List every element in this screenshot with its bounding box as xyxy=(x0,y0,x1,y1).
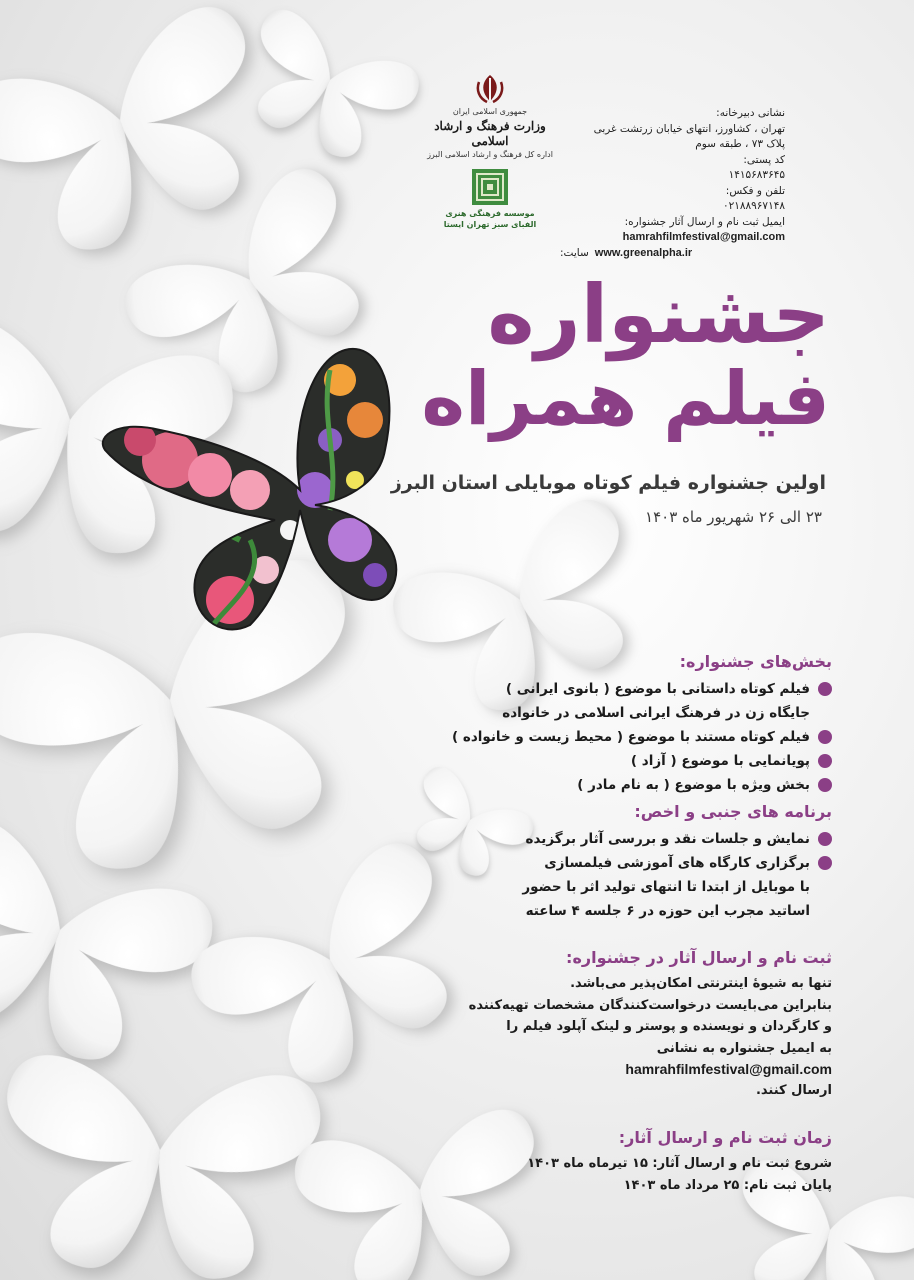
side-programs-extra-1: با موبایل از ابتدا تا انتهای تولید اثر با حضور xyxy=(522,879,810,895)
festival-dates: ۲۳ الی ۲۶ شهریور ماه ۱۴۰۳ xyxy=(645,508,822,526)
institute-subname: الفبای سبز تهران ایستا xyxy=(443,220,537,229)
side-programs-title: برنامه های جنبی و اخص: xyxy=(634,802,832,821)
schedule-start: شروع ثبت نام و ارسال آثار: ۱۵ تیرماه ماه ۱۴۰۳ xyxy=(527,1156,832,1171)
bullet-icon xyxy=(818,682,832,696)
list-item: بخش ویژه با موضوع ( به نام مادر ) xyxy=(452,773,832,797)
registration-line-5: ارسال کنند. xyxy=(755,1083,832,1098)
header-logos xyxy=(420,72,560,230)
postal-label: کد پستی: xyxy=(743,153,785,166)
floral-butterfly-icon xyxy=(100,340,410,640)
country-name: جمهوری اسلامی ایران xyxy=(452,107,528,116)
list-item: پویانمایی با موضوع ( آزاد ) xyxy=(452,749,832,773)
registration-title: ثبت نام و ارسال آثار در جشنواره: xyxy=(566,948,832,967)
phone-number: ۰۲۱۸۸۹۶۷۱۴۸ xyxy=(722,200,785,212)
list-item: فیلم کوتاه مستند با موضوع ( محیط زیست و خانواده ) xyxy=(452,725,832,749)
site-label: سایت: xyxy=(560,246,589,259)
list-item: برگزاری کارگاه های آموزشی فیلمسازی xyxy=(522,851,832,875)
address-line-1: تهران ، کشاورز، انتهای خیابان زرتشت غربی xyxy=(593,122,785,135)
schedule xyxy=(527,1128,832,1196)
side-programs-extra-2: اساتید مجرب این حوزه در ۶ جلسه ۴ ساعته xyxy=(525,903,810,919)
festival-subtitle: اولین جشنواره فیلم کوتاه موبایلی استان البرز xyxy=(390,472,826,494)
contact-email[interactable]: hamrahfilmfestival@gmail.com xyxy=(622,231,785,243)
ministry-name: وزارت فرهنگ و ارشاد اسلامی xyxy=(434,119,546,148)
email-label: ایمیل ثبت نام و ارسال آثار جشنواره: xyxy=(624,215,785,228)
list-item: نمایش و جلسات نقد و بررسی آثار برگزیده xyxy=(522,827,832,851)
paper-butterfly xyxy=(179,831,497,1117)
registration-line-2: بنابراین می‌بایست درخواست‌کنندگان مشخصات تهیه‌کننده xyxy=(468,997,832,1013)
schedule-end: پایان ثبت نام: ۲۵ مرداد ماه ۱۴۰۳ xyxy=(623,1177,832,1193)
site-url[interactable]: www.greenalpha.ir xyxy=(594,246,693,259)
festival-sections-title: بخش‌های جشنواره: xyxy=(679,652,832,671)
address-label: نشانی دبیرخانه: xyxy=(716,107,785,119)
bullet-icon xyxy=(818,778,832,792)
bullet-icon xyxy=(818,730,832,744)
bullet-icon xyxy=(818,832,832,846)
registration xyxy=(469,948,832,1102)
address-line-2: پلاک ۷۳ ، طبقه سوم xyxy=(695,138,785,150)
paper-butterfly xyxy=(290,1105,556,1280)
registration-line-1: تنها به شیوهٔ اینترنتی امکان‌پذیر می‌باشد. xyxy=(570,976,832,991)
bullet-icon xyxy=(818,754,832,768)
list-item: فیلم کوتاه داستانی با موضوع ( بانوی ایرانی ) جایگاه زن در فرهنگ ایرانی اسلامی در خانواده xyxy=(452,677,832,725)
side-programs xyxy=(522,802,832,923)
postal-code: ۱۴۱۵۶۸۳۶۴۵ xyxy=(728,169,785,181)
ministry-department: اداره کل فرهنگ و ارشاد اسلامی البرز xyxy=(427,150,553,159)
iran-emblem-icon xyxy=(473,72,507,106)
festival-title-line2: فیلم همراه xyxy=(421,356,830,442)
registration-line-3: و کارگردان و نویسنده و پوستر و لینک آپلود فیلم را xyxy=(506,1019,832,1034)
festival-title-line1: جشنواره xyxy=(487,268,830,361)
paper-butterfly xyxy=(0,1052,324,1280)
registration-email[interactable]: hamrahfilmfestival@gmail.com xyxy=(625,1061,832,1077)
phone-label: تلفن و فکس: xyxy=(725,184,785,197)
contact-info xyxy=(560,106,785,261)
festival-sections-list xyxy=(452,677,832,797)
site-row xyxy=(560,246,785,262)
paper-butterfly xyxy=(0,0,295,277)
institute-logo-icon xyxy=(471,168,509,206)
festival-sections xyxy=(452,652,832,797)
institute-name: موسسه فرهنگی هنری xyxy=(445,209,535,218)
schedule-title: زمان ثبت نام و ارسال آثار: xyxy=(618,1128,832,1147)
side-programs-list xyxy=(522,827,832,875)
bullet-icon xyxy=(818,856,832,870)
paper-butterfly xyxy=(225,3,426,176)
registration-line-4: به ایمیل جشنواره به نشانی xyxy=(656,1040,832,1056)
